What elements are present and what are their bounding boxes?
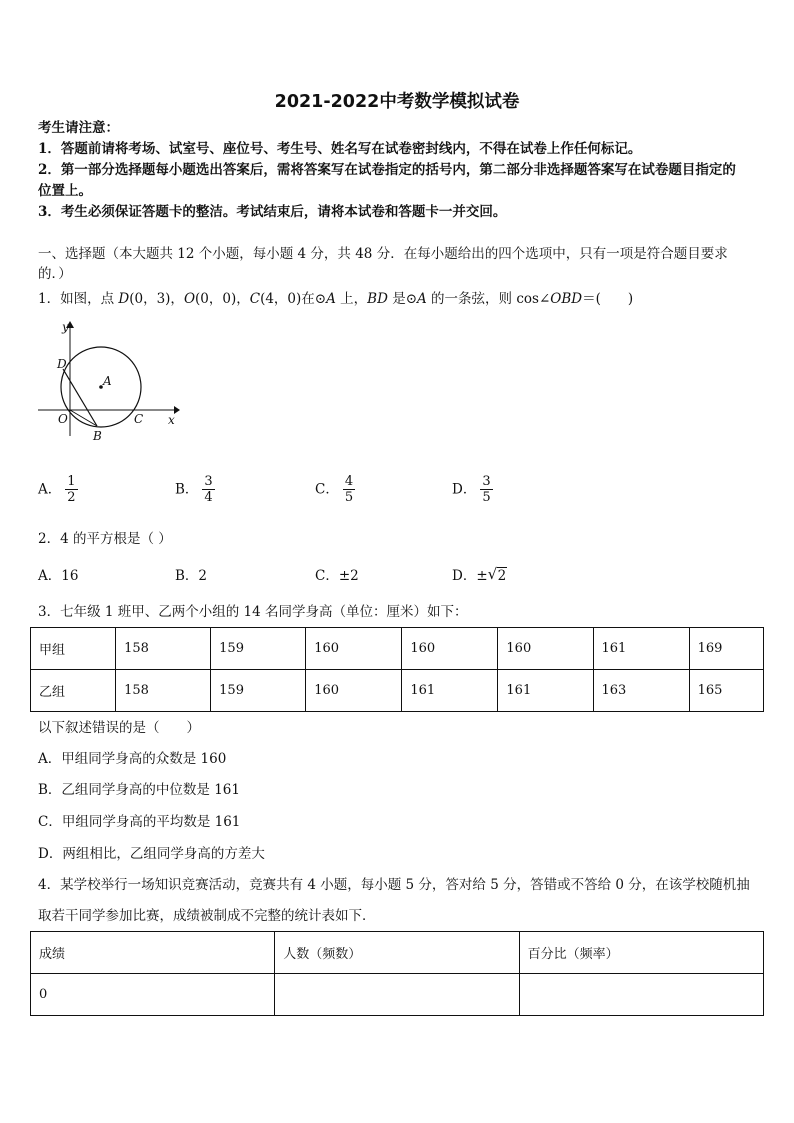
label-y: y <box>62 320 69 334</box>
table-cell: 169 <box>689 628 763 670</box>
height-table <box>30 627 764 712</box>
q1-point-d: D <box>118 291 130 307</box>
table-row <box>31 670 764 712</box>
q3-option-d[interactable]: D．两组相比，乙组同学身高的方差大 <box>38 846 265 862</box>
label-c: C <box>134 412 144 426</box>
table-cell: 161 <box>498 670 593 712</box>
table-cell: 160 <box>306 628 402 670</box>
notice-item-2-cont: 位置上。 <box>38 183 92 199</box>
table-cell: 158 <box>116 670 211 712</box>
table-cell: 161 <box>402 670 498 712</box>
table-header-row <box>31 932 764 974</box>
table-cell: 165 <box>689 670 763 712</box>
label-a: A <box>103 374 112 388</box>
question-2-stem: 2．4 的平方根是（ ） <box>38 531 172 547</box>
table-cell: 0 <box>31 974 275 1016</box>
q1-text-3: 是⊙ <box>387 291 418 307</box>
question-3-stem: 3．七年级 1 班甲、乙两个小组的 14 名同学身高（单位：厘米）如下： <box>38 604 468 620</box>
section-heading-cont: 的．） <box>38 266 72 282</box>
table-header-cell: 百分比（频率） <box>519 932 763 974</box>
table-row <box>31 628 764 670</box>
x-axis-arrow <box>174 406 180 414</box>
q1-option-c[interactable]: C． $\frac{4}{5}$ <box>315 474 354 505</box>
q1-chord-bd: BD <box>367 291 388 307</box>
q3-option-b[interactable]: B．乙组同学身高的中位数是 161 <box>38 782 240 798</box>
chord-bd <box>63 369 97 426</box>
table-cell: 160 <box>402 628 498 670</box>
q1-coord-c: (4，0)在⊙ <box>260 291 327 307</box>
q1-circle-a: A <box>326 291 336 307</box>
q1-option-b[interactable]: B． $\frac{3}{4}$ <box>175 474 213 505</box>
q1-number: 1． <box>38 291 61 307</box>
table-cell: 159 <box>211 670 306 712</box>
notice-heading: 考生请注意： <box>38 120 119 136</box>
q2-option-b[interactable]: B．2 <box>175 568 208 584</box>
q1-option-a[interactable]: A． $\frac{1}{2}$ <box>38 474 76 505</box>
page-title: 2021-2022中考数学模拟试卷 <box>274 92 520 112</box>
q1-text-2: 上， <box>335 291 368 307</box>
question-1-stem <box>38 290 633 308</box>
q1-angle-obd: OBD <box>550 291 583 307</box>
label-b: B <box>93 429 102 443</box>
notice-item-3: 3．考生必须保证答题卡的整洁。考试结束后，请将本试卷和答题卡一并交回。 <box>38 204 507 220</box>
table-cell: 甲组 <box>31 628 116 670</box>
q1-text-5: ＝( ) <box>582 291 634 307</box>
q2-option-c[interactable]: C．±2 <box>315 568 359 584</box>
label-o: O <box>58 412 68 426</box>
question-4-stem: 4．某学校举行一场知识竞赛活动，竞赛共有 4 小题，每小题 5 分，答对给 5 分，答错或不答给 0 分，在该学校随机抽 <box>38 877 750 893</box>
table-header-cell: 人数（频数） <box>275 932 519 974</box>
table-cell: 乙组 <box>31 670 116 712</box>
q1-circle-a-2: A <box>417 291 427 307</box>
q1-coord-o: (0，0)， <box>195 291 250 307</box>
table-cell: 161 <box>593 628 689 670</box>
question-4-stem-cont: 取若干同学参加比赛，成绩被制成不完整的统计表如下． <box>38 908 376 924</box>
q1-text-4: 的一条弦，则 cos∠ <box>426 291 551 307</box>
q3-option-a[interactable]: A．甲组同学身高的众数是 160 <box>38 751 227 767</box>
table-cell: 158 <box>116 628 211 670</box>
label-x: x <box>168 413 175 427</box>
table-cell: 159 <box>211 628 306 670</box>
notice-item-1: 1．答题前请将考场、试室号、座位号、考生号、姓名写在试卷密封线内，不得在试卷上作任何标记。 <box>38 141 642 157</box>
q1-point-c: C <box>249 291 261 307</box>
sqrt-symbol: √ 2 <box>487 565 507 584</box>
circle-figure <box>34 318 184 448</box>
table-cell: 160 <box>306 670 402 712</box>
table-header-cell: 成绩 <box>31 932 275 974</box>
score-table <box>30 931 764 1016</box>
q1-text: 如图，点 <box>60 291 119 307</box>
question-3-prompt: 以下叙述错误的是（ ） <box>38 720 200 736</box>
q3-option-c[interactable]: C．甲组同学身高的平均数是 161 <box>38 814 241 830</box>
q2-option-a[interactable]: A．16 <box>38 568 79 584</box>
label-d: D <box>57 357 67 371</box>
table-cell: 163 <box>593 670 689 712</box>
table-row <box>31 974 764 1016</box>
q1-point-o: O <box>183 291 196 307</box>
table-cell <box>275 974 519 1016</box>
q1-option-d[interactable]: D． $\frac{3}{5}$ <box>452 474 491 505</box>
notice-item-2: 2．第一部分选择题每小题选出答案后，需将答案写在试卷指定的括号内，第二部分非选择题答案写在试卷题目指定的 <box>38 162 736 178</box>
q1-coord-d: (0，3)， <box>129 291 184 307</box>
section-heading: 一、选择题（本大题共 12 个小题，每小题 4 分，共 48 分．在每小题给出的四个选项中，只有一项是符合题目要求 <box>38 246 728 262</box>
q2-option-d[interactable]: D．± √ 2 <box>452 565 507 584</box>
table-cell: 160 <box>498 628 593 670</box>
table-cell <box>519 974 763 1016</box>
